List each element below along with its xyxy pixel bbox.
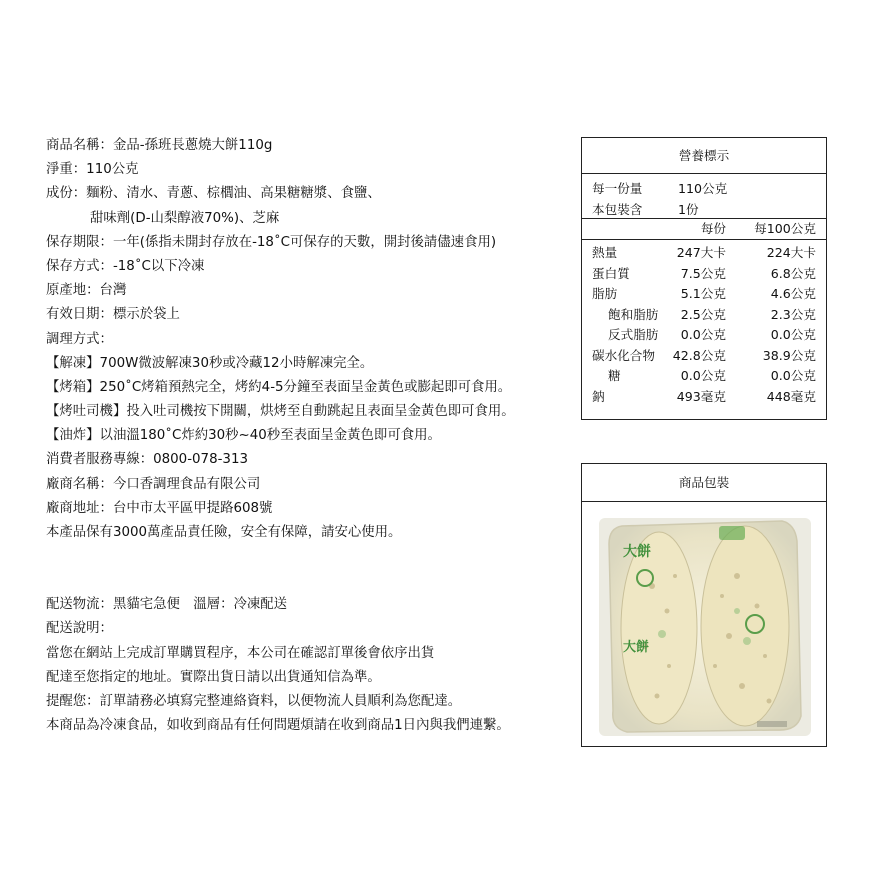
nutrition-row [582,366,826,387]
nutrient-name: 反式脂肪 [608,327,659,342]
nutrition-title: 營養標示 [582,138,826,174]
nutrient-per-100g: 6.8公克 [770,265,816,281]
nutrient-name: 鈉 [592,388,605,404]
nutrient-per-100g: 224大卡 [766,245,816,260]
nutrient-per-100g: 2.3公克 [770,306,816,322]
nutrient-name: 飽和脂肪 [608,306,659,322]
info-hotline: 消費者服務專線：0800-078-313 [46,452,248,468]
nutrient-per-serving: 0.0公克 [680,368,726,383]
count-label: 本包裝含 [592,201,643,217]
nutrient-per-serving: 0.0公克 [680,327,726,342]
shipping-reminder: 提醒您：訂單請務必填寫完整連絡資料，以便物流人員順利為您配達。 [46,693,462,709]
nutrient-name: 蛋白質 [592,265,630,281]
nutrient-name: 脂肪 [592,286,618,301]
info-cook-oven: 【烤箱】250˚C烤箱預熱完全，烤約4-5分鐘至表面呈金黃色或膨起即可食用。 [46,379,512,395]
nutrition-row [582,243,826,264]
info-insurance: 本產品保有3000萬產品責任險，安全有保障，請安心使用。 [46,525,402,540]
shipping-desc-1: 當您在網站上完成訂單購買程序，本公司在確認訂單後會依序出貨 [46,645,435,661]
nutrition-column-headers [582,219,826,240]
shipping-method: 配送物流：黑貓宅急便 溫層：冷凍配送 [46,597,288,613]
info-ingredients: 成份：麵粉、清水、青蔥、棕櫚油、高果糖糖漿、食鹽、 [46,186,381,202]
nutrition-row [582,325,826,346]
package-panel [581,463,827,747]
nutrition-row [582,264,826,285]
shipping-frozen-note: 本商品為冷凍食品，如收到商品有任何問題煩請在收到商品1日內與我們連繫。 [46,718,510,734]
nutrient-per-100g: 0.0公克 [770,327,816,342]
info-cook-toaster: 【烤吐司機】投入吐司機按下開關，烘烤至自動跳起且表面呈金黃色即可食用。 [46,404,515,420]
nutrition-row [582,305,826,326]
nutrient-name: 碳水化合物 [592,347,655,363]
nutrient-per-serving: 7.5公克 [680,265,726,281]
nutrition-row [582,346,826,367]
bag-label-side: 大餅 [623,640,650,655]
serving-value: 110公克 [678,181,728,196]
nutrient-per-serving: 2.5公克 [680,306,726,322]
nutrition-row [582,284,826,305]
package-photo [597,516,813,738]
nutrient-per-100g: 4.6公克 [770,286,816,301]
nutrition-table [581,137,827,420]
nutrient-per-serving: 493毫克 [676,388,726,404]
nutrient-per-serving: 247大卡 [676,245,726,260]
info-cooking-title: 調理方式： [46,331,113,347]
info-cook-thaw: 【解凍】700W微波解凍30秒或冷藏12小時解凍完全。 [46,355,374,371]
serving-label: 每一份量 [592,181,643,196]
shipping-title: 配送說明： [46,621,113,637]
nutrient-per-serving: 42.8公克 [672,347,726,363]
info-shelf-life: 保存期限：一年(係指未開封存放在-18˚C可保存的天數，開封後請儘速食用) [46,234,497,250]
info-expiry: 有效日期：標示於袋上 [46,307,180,323]
col-per-serving: 每份 [700,221,726,236]
product-info [46,134,576,738]
info-company: 廠商名稱：今口香調理食品有限公司 [46,476,261,492]
info-origin: 原產地：台灣 [46,283,127,299]
info-ingredients-cont: 甜味劑(D-山梨醇液70%)、芝麻 [90,210,280,226]
info-name: 商品名稱：金品-孫班長蔥燒大餅110g [46,138,273,153]
nutrient-per-100g: 448毫克 [766,388,816,404]
nutrient-name: 糖 [608,368,621,383]
nutrient-name: 熱量 [592,245,618,260]
info-cook-fry: 【油炸】以油溫180˚C炸約30秒~40秒至表面呈金黃色即可食用。 [46,428,441,444]
info-storage: 保存方式：-18˚C以下冷凍 [46,258,205,274]
nutrient-per-100g: 0.0公克 [770,368,816,383]
nutrient-per-100g: 38.9公克 [762,347,816,363]
package-title: 商品包裝 [582,464,826,502]
count-value: 1份 [678,201,699,217]
nutrition-serving [582,174,826,219]
nutrition-row [582,387,826,408]
bag-label-top: 大餅 [623,544,651,560]
info-address: 廠商地址：台中市太平區甲提路608號 [46,500,273,516]
info-weight: 淨重：110公克 [46,162,139,178]
shipping-desc-2: 配達至您指定的地址。實際出貨日請以出貨通知信為準。 [46,669,381,685]
nutrient-per-serving: 5.1公克 [680,286,726,301]
col-per-100g: 每100公克 [754,221,816,236]
